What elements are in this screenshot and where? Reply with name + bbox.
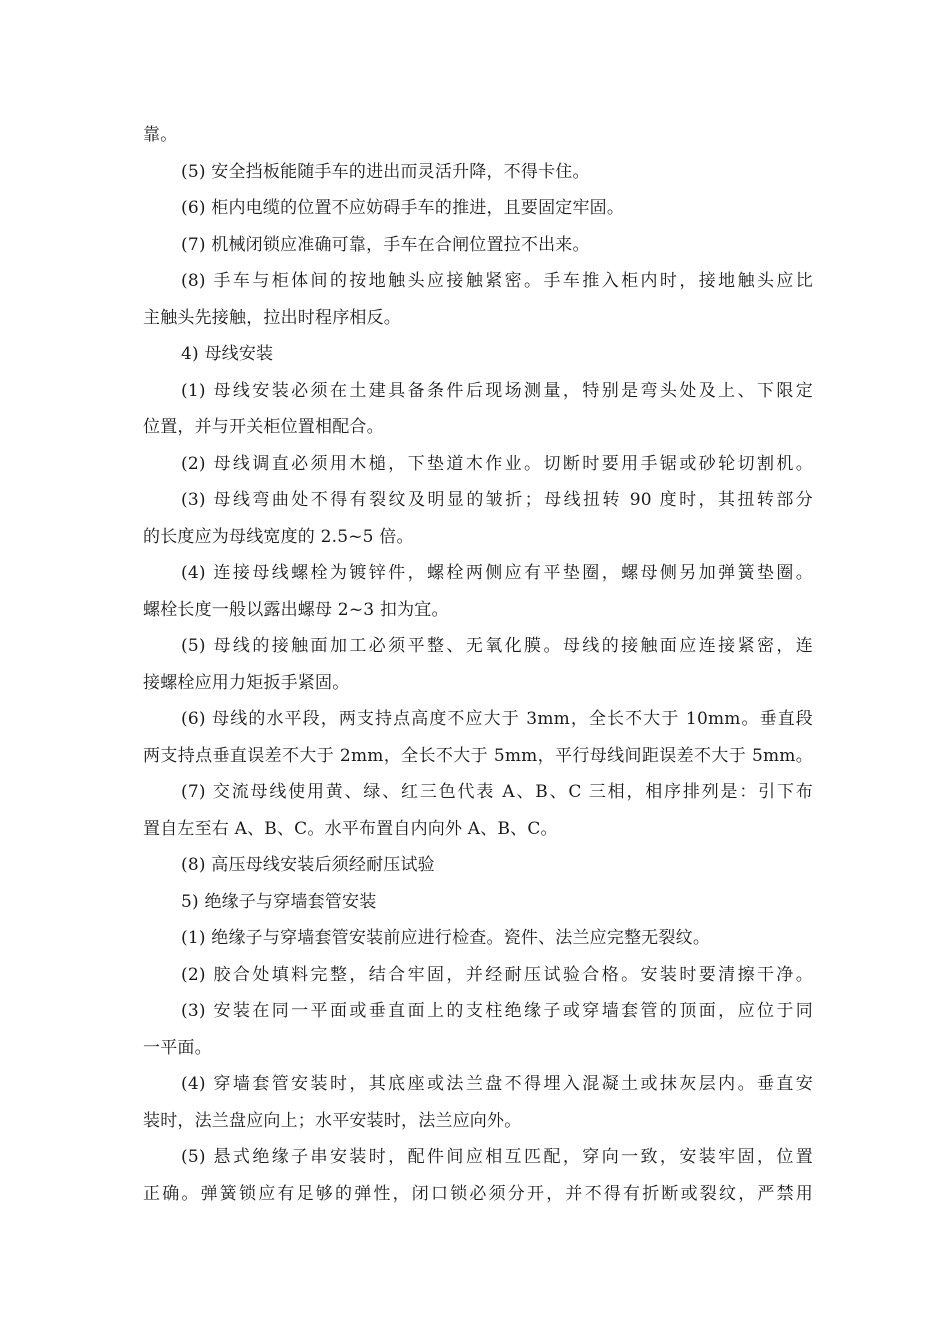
text-line: (5) 悬式绝缘子串安装时，配件间应相互匹配，穿向一致，安装牢固，位置 [181, 1147, 813, 1167]
text-line: 主触头先接触，拉出时程序相反。 [143, 307, 401, 328]
text-line: (6) 母线的水平段，两支持点高度不应大于 3mm，全长不大于 10mm。垂直段 [181, 709, 813, 729]
text-line: 螺栓长度一般以露出螺母 2~3 扣为宜。 [143, 599, 449, 620]
text-line: 接螺栓应用力矩扳手紧固。 [143, 672, 350, 693]
text-line: (2) 母线调直必须用木槌，下垫道木作业。切断时要用手锯或砂轮切割机。 [181, 453, 813, 474]
text-line: (3) 母线弯曲处不得有裂纹及明显的皱折；母线扭转 90 度时，其扭转部分 [181, 490, 813, 510]
text-line: 4) 母线安装 [181, 344, 274, 364]
text-line: (7) 交流母线使用黄、绿、红三色代表 A、B、C 三相，相序排列是：引下布 [181, 782, 813, 802]
text-line: (5) 母线的接触面加工必须平整、无氧化膜。母线的接触面应连接紧密，连 [181, 636, 813, 656]
text-line: (5) 安全挡板能随手车的进出而灵活升降，不得卡住。 [181, 161, 590, 182]
text-line: (4) 连接母线螺栓为镀锌件，螺栓两侧应有平垫圈，螺母侧另加弹簧垫圈。 [181, 563, 813, 583]
text-line: 靠。 [143, 125, 178, 145]
text-line: (1) 绝缘子与穿墙套管安装前应进行检查。瓷件、法兰应完整无裂纹。 [181, 928, 711, 948]
text-line: (8) 手车与柜体间的按地触头应接触紧密。手车推入柜内时，接地触头应比 [181, 271, 813, 291]
text-line: 5) 绝缘子与穿墙套管安装 [181, 891, 377, 912]
text-line: (6) 柜内电缆的位置不应妨碍手车的推进，且要固定牢固。 [181, 198, 625, 218]
text-line: (3) 安装在同一平面或垂直面上的支柱绝缘子或穿墙套管的顶面，应位于同 [181, 1001, 813, 1021]
text-line: 装时，法兰盘应向上；水平安装时，法兰应向外。 [143, 1110, 522, 1131]
text-line: 两支持点垂直误差不大于 2mm，全长不大于 5mm，平行母线间距误差不大于 5mm。 [143, 745, 813, 766]
text-line: (4) 穿墙套管安装时，其底座或法兰盘不得埋入混凝土或抹灰层内。垂直安 [181, 1074, 813, 1094]
text-line: 正确。弹簧锁应有足够的弹性，闭口锁必须分开，并不得有折断或裂纹，严禁用 [143, 1183, 813, 1204]
text-line: (1) 母线安装必须在土建具备条件后现场测量，特别是弯头处及上、下限定 [181, 380, 813, 401]
text-line: 位置，并与开关柜位置相配合。 [143, 417, 384, 437]
document-body [143, 117, 813, 1212]
text-line: (7) 机械闭锁应准确可靠，手车在合闸位置拉不出来。 [181, 234, 590, 255]
text-line: (2) 胶合处填料完整，结合牢固，并经耐压试验合格。安装时要清擦干净。 [181, 964, 813, 985]
text-line: 的长度应为母线宽度的 2.5~5 倍。 [143, 526, 414, 547]
text-line: 一平面。 [143, 1037, 212, 1058]
text-line: (8) 高压母线安装后须经耐压试验 [181, 855, 435, 875]
text-line: 置自左至右 A、B、C。水平布置自内向外 A、B、C。 [143, 818, 558, 839]
